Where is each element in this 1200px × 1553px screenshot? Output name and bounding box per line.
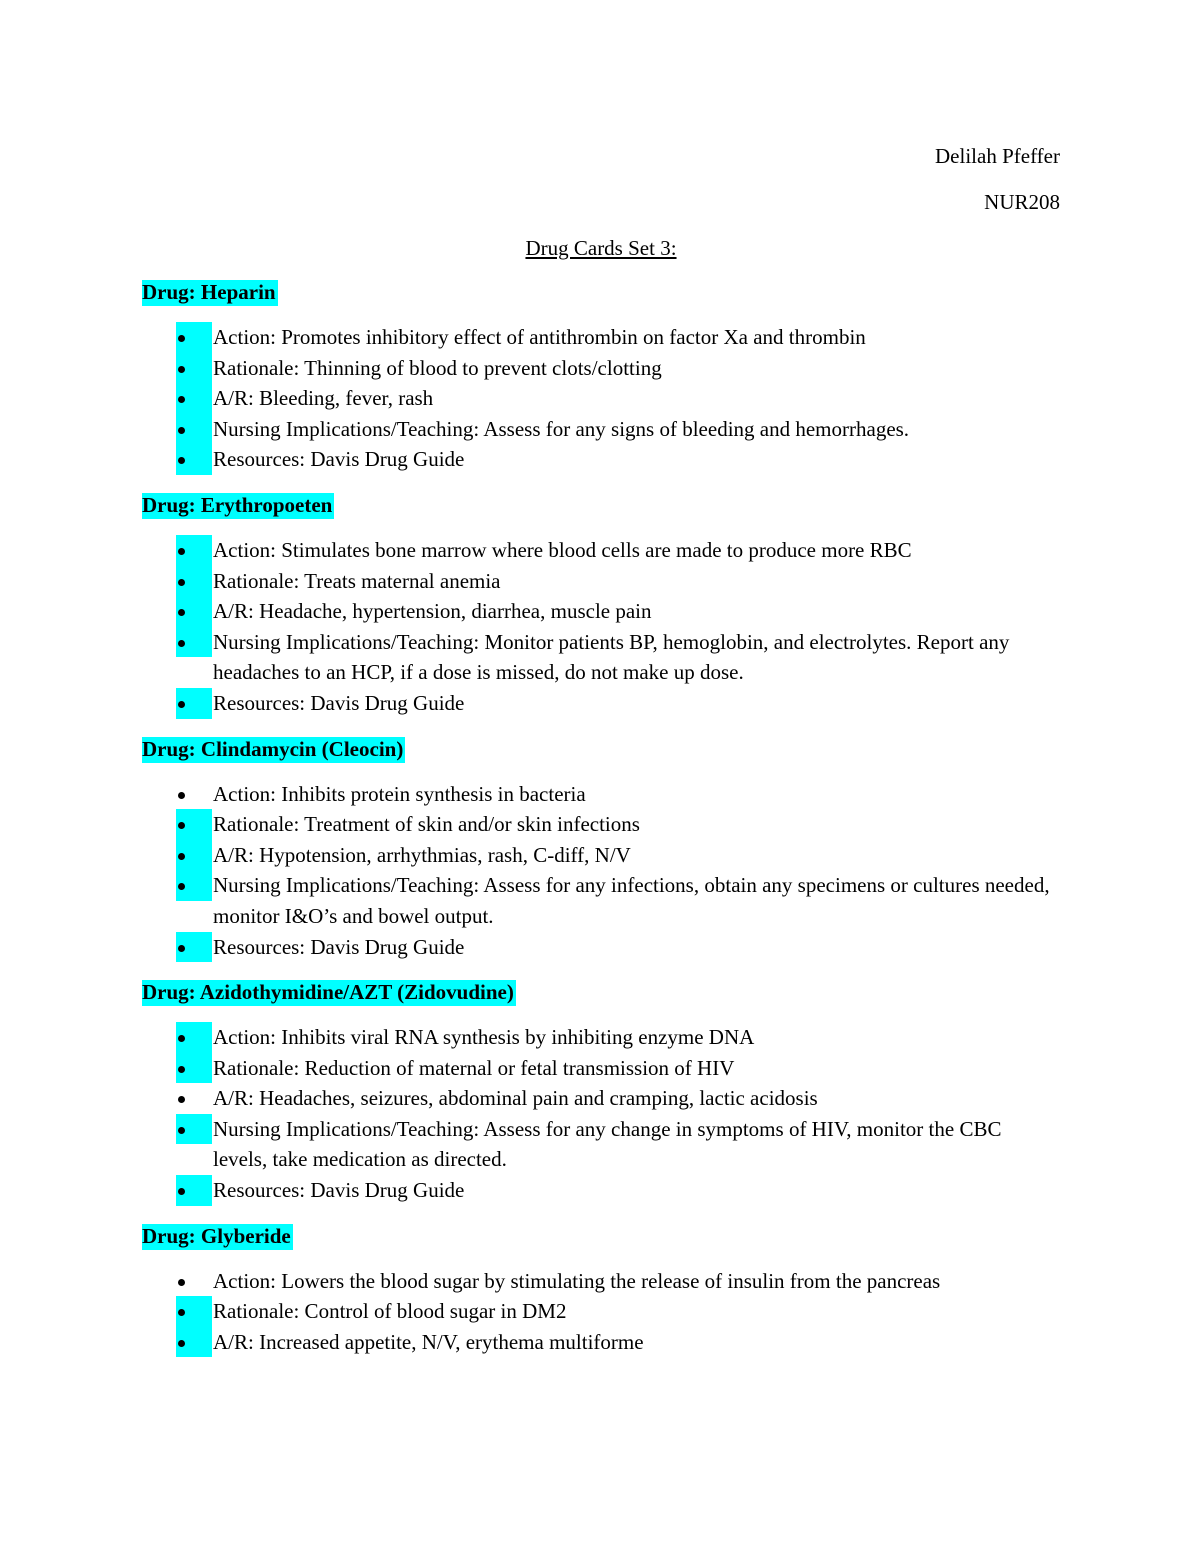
- list-item: [142, 688, 1060, 719]
- list-item-text: A/R: Increased appetite, N/V, erythema multiforme: [213, 1329, 644, 1354]
- list-item-text: Action: Inhibits protein synthesis in bacteria: [213, 781, 586, 806]
- bullet-icon: [176, 1296, 212, 1327]
- list-item-text: Rationale: Treats maternal anemia: [213, 568, 501, 593]
- bullet-icon: [176, 535, 212, 566]
- list-item: [142, 444, 1060, 475]
- list-item: [142, 1296, 1060, 1327]
- course-code: NUR208: [984, 190, 1060, 214]
- drug-heading-text: Drug: Glyberide: [142, 1223, 291, 1248]
- drug-heading: [142, 276, 1060, 322]
- drug-card-list: [142, 276, 1060, 1357]
- author-name: Delilah Pfeffer: [935, 144, 1060, 168]
- list-item-text: Resources: Davis Drug Guide: [213, 690, 465, 715]
- list-item-text: Resources: Davis Drug Guide: [213, 447, 465, 472]
- bullet-icon: [176, 596, 212, 627]
- list-item-text: Resources: Davis Drug Guide: [213, 1178, 465, 1203]
- list-item-text: Rationale: Thinning of blood to prevent clots/clotting: [213, 355, 662, 380]
- list-item-text: Action: Stimulates bone marrow where blood cells are made to produce more RBC: [213, 537, 912, 562]
- bullet-icon: [176, 566, 212, 597]
- bullet-icon: [176, 414, 212, 445]
- list-item-text: Action: Promotes inhibitory effect of antithrombin on factor Xa and thrombin: [213, 325, 866, 349]
- bullet-icon: [176, 322, 212, 353]
- drug-heading: [142, 976, 1060, 1022]
- bullet-icon: [176, 870, 212, 901]
- drug-heading-text: Drug: Clindamycin (Cleocin): [142, 736, 404, 761]
- bullet-icon: [176, 779, 212, 810]
- bullet-icon: [176, 1266, 212, 1297]
- list-item: [142, 1022, 1060, 1053]
- drug-detail-list: [142, 779, 1060, 963]
- drug-detail-list: [142, 322, 1060, 475]
- list-item-text: A/R: Bleeding, fever, rash: [213, 386, 434, 411]
- list-item-text: Resources: Davis Drug Guide: [213, 934, 465, 959]
- list-item-text: A/R: Headache, hypertension, diarrhea, muscle pain: [213, 599, 652, 624]
- list-item: [142, 383, 1060, 414]
- list-item: [142, 627, 1060, 688]
- drug-card: [142, 276, 1060, 475]
- list-item-text: Action: Lowers the blood sugar by stimulating the release of insulin from the pancreas: [213, 1268, 941, 1293]
- list-item: [142, 1053, 1060, 1084]
- list-item-text: Rationale: Control of blood sugar in DM2: [213, 1299, 567, 1324]
- document-title: Drug Cards Set 3:: [525, 236, 677, 260]
- list-item-text: Rationale: Treatment of skin and/or skin infections: [213, 812, 640, 837]
- list-item: [142, 535, 1060, 566]
- bullet-icon: [176, 809, 212, 840]
- list-item: [142, 414, 1060, 445]
- drug-heading-text: Drug: Azidothymidine/AZT (Zidovudine): [142, 980, 514, 1005]
- bullet-icon: [176, 444, 212, 475]
- list-item: [142, 932, 1060, 963]
- list-item: [142, 1266, 1060, 1297]
- list-item: [142, 1083, 1060, 1114]
- bullet-icon: [176, 1327, 212, 1358]
- drug-detail-list: [142, 1266, 1060, 1358]
- drug-heading-text: Drug: Erythropoeten: [142, 492, 333, 517]
- drug-card: [142, 976, 1060, 1206]
- list-item-text: Action: Inhibits viral RNA synthesis by inhibiting enzyme DNA: [213, 1025, 755, 1050]
- drug-card: [142, 1220, 1060, 1358]
- drug-heading: [142, 733, 1060, 779]
- list-item: [142, 1327, 1060, 1358]
- bullet-icon: [176, 1053, 212, 1084]
- list-item: [142, 566, 1060, 597]
- list-item: [142, 322, 1060, 353]
- drug-heading: [142, 489, 1060, 535]
- list-item: [142, 870, 1060, 931]
- bullet-icon: [176, 688, 212, 719]
- list-item-text: A/R: Headaches, seizures, abdominal pain and cramping, lactic acidosis: [213, 1086, 818, 1111]
- document-page: [142, 140, 1060, 1371]
- list-item: [142, 840, 1060, 871]
- bullet-icon: [176, 383, 212, 414]
- list-item-text: Nursing Implications/Teaching: Monitor patients BP, hemoglobin, and electrolytes. Report any headaches to an HCP, if a dose is missed, do not make up dose.: [213, 629, 1010, 685]
- bullet-icon: [176, 627, 212, 658]
- bullet-icon: [176, 840, 212, 871]
- bullet-icon: [176, 1175, 212, 1206]
- list-item-text: Nursing Implications/Teaching: Assess for any infections, obtain any specimens or cultures needed, monitor I&O’s and bowel output.: [213, 873, 1050, 928]
- list-item: [142, 809, 1060, 840]
- drug-heading-text: Drug: Heparin: [142, 280, 276, 304]
- drug-detail-list: [142, 535, 1060, 719]
- list-item: [142, 353, 1060, 384]
- bullet-icon: [176, 1083, 212, 1114]
- list-item-text: Rationale: Reduction of maternal or fetal transmission of HIV: [213, 1055, 735, 1080]
- list-item-text: Nursing Implications/Teaching: Assess for any signs of bleeding and hemorrhages.: [213, 416, 910, 441]
- bullet-icon: [176, 353, 212, 384]
- list-item-text: A/R: Hypotension, arrhythmias, rash, C-diff, N/V: [213, 842, 631, 867]
- drug-card: [142, 733, 1060, 963]
- list-item: [142, 596, 1060, 627]
- drug-card: [142, 489, 1060, 719]
- drug-heading: [142, 1220, 1060, 1266]
- list-item: [142, 779, 1060, 810]
- drug-detail-list: [142, 1022, 1060, 1206]
- list-item-text: Nursing Implications/Teaching: Assess for any change in symptoms of HIV, monitor the CBC levels, take medication as directed.: [213, 1116, 1002, 1172]
- list-item: [142, 1114, 1060, 1175]
- bullet-icon: [176, 932, 212, 963]
- bullet-icon: [176, 1114, 212, 1145]
- list-item: [142, 1175, 1060, 1206]
- bullet-icon: [176, 1022, 212, 1053]
